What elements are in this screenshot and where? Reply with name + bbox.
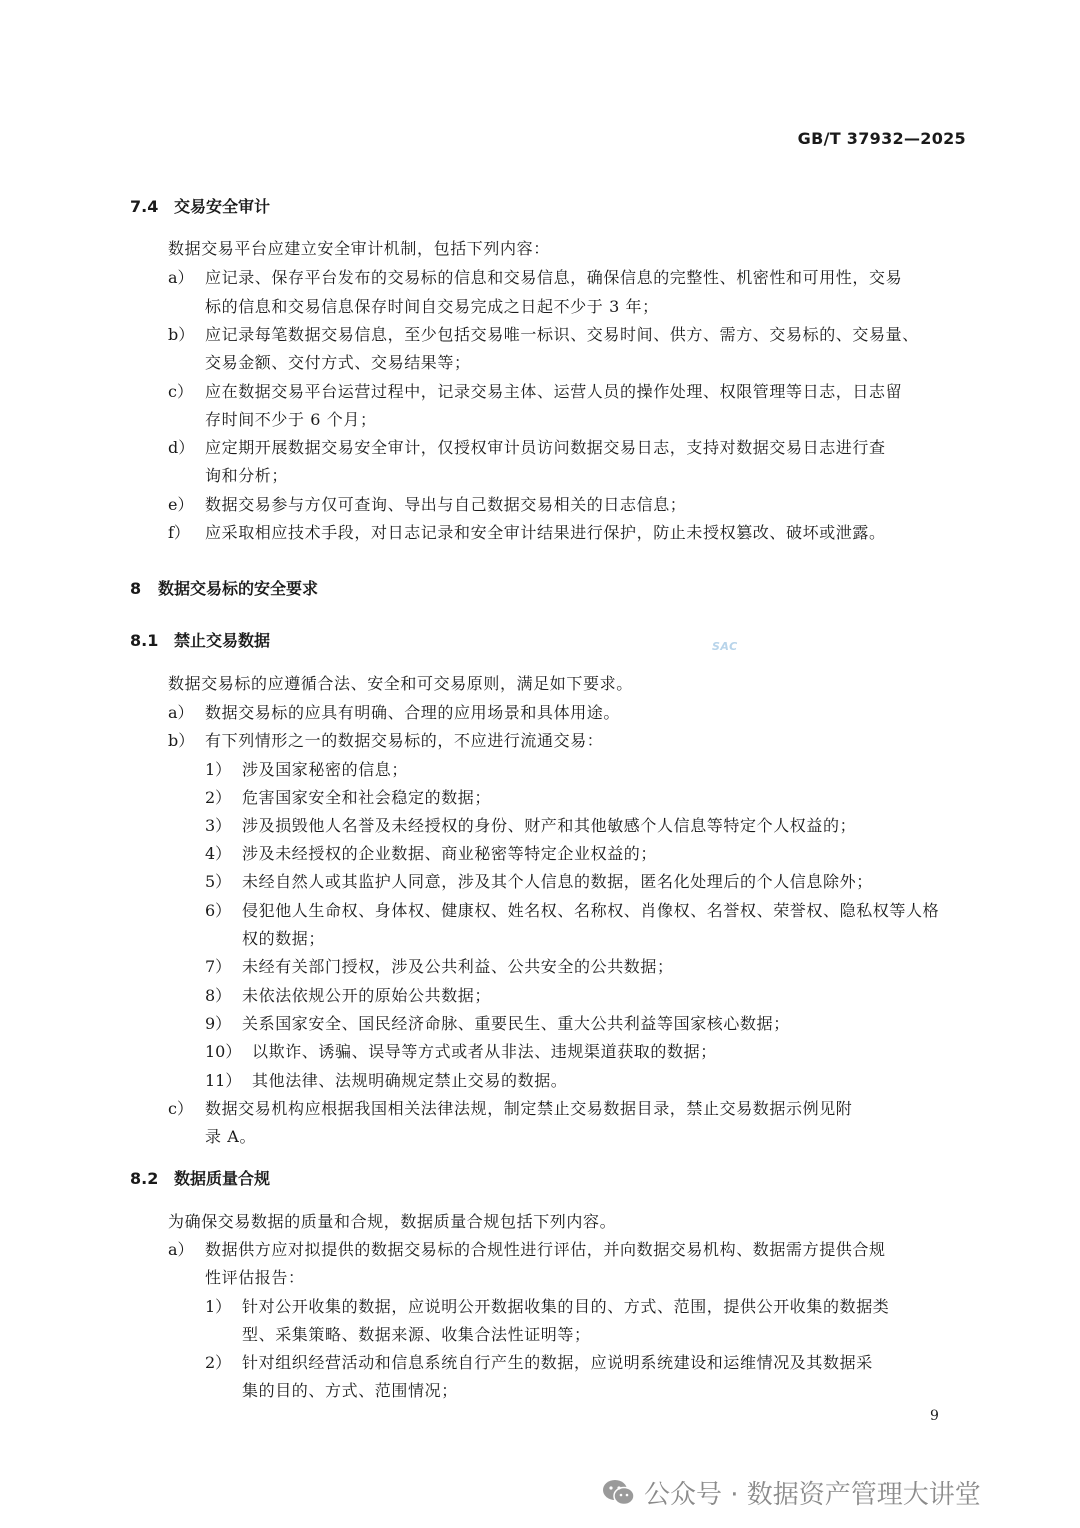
list-item-line: 数据交易标的应具有明确、合理的应用场景和具体用途。 [205, 703, 621, 722]
standard-code: GB/T 37932—2025 [797, 129, 966, 148]
list-item-line: 应定期开展数据交易安全审计，仅授权审计员访问数据交易日志，支持对数据交易日志进行查 [205, 438, 886, 457]
list-marker: a） [168, 703, 194, 722]
section-intro: 数据交易标的应遵循合法、安全和可交易原则，满足如下要求。 [168, 674, 633, 693]
list-marker: 2） [205, 1353, 232, 1372]
list-marker: 4） [205, 844, 232, 863]
page-number: 9 [930, 1408, 939, 1424]
list-marker: c） [168, 1099, 193, 1118]
section-title: 禁止交易数据 [174, 631, 271, 650]
wechat-account-name: 公众号 · 数据资产管理大讲堂 [644, 1480, 981, 1510]
section-intro: 为确保交易数据的质量和合规，数据质量合规包括下列内容。 [168, 1212, 617, 1231]
list-item-line: 存时间不少于 6 个月； [205, 410, 377, 429]
list-item-line: 有下列情形之一的数据交易标的，不应进行流通交易： [205, 731, 604, 750]
list-item-line: 关系国家安全、国民经济命脉、重要民生、重大公共利益等国家核心数据； [242, 1014, 790, 1033]
list-item-line: 数据供方应对拟提供的数据交易标的合规性进行评估，并向数据交易机构、数据需方提供合规 [205, 1240, 886, 1259]
list-item-line: 数据交易参与方仅可查询、导出与自己数据交易相关的日志信息； [205, 495, 687, 514]
section-heading-8 [130, 576, 318, 599]
list-item-line: 其他法律、法规明确规定禁止交易的数据。 [252, 1071, 568, 1090]
list-marker: a） [168, 1240, 194, 1259]
list-item-line: 权的数据； [242, 929, 326, 948]
list-item-line: 未经自然人或其监护人同意，涉及其个人信息的数据，匿名化处理后的个人信息除外； [242, 872, 873, 891]
list-marker: 7） [205, 957, 232, 976]
wechat-account-watermark [602, 1474, 981, 1511]
list-marker: 8） [205, 986, 232, 1005]
list-item-line: 侵犯他人生命权、身体权、健康权、姓名权、名称权、肖像权、名誉权、荣誉权、隐私权等人格 [242, 901, 940, 920]
section-intro: 数据交易平台应建立安全审计机制，包括下列内容： [168, 239, 550, 258]
list-marker: 3） [205, 816, 232, 835]
list-item-line: 录 A。 [205, 1127, 257, 1146]
section-number: 7.4 [130, 197, 159, 216]
list-marker: 1） [205, 1297, 232, 1316]
list-marker: 1） [205, 760, 232, 779]
list-marker: 6） [205, 901, 232, 920]
list-marker: 5） [205, 872, 232, 891]
section-heading-7-4 [130, 194, 270, 217]
list-marker: a） [168, 268, 194, 287]
list-item-line: 针对公开收集的数据，应说明公开数据收集的目的、方式、范围，提供公开收集的数据类 [242, 1297, 890, 1316]
list-item-line: 交易金额、交付方式、交易结果等； [205, 353, 471, 372]
list-item-line: 涉及未经授权的企业数据、商业秘密等特定企业权益的； [242, 844, 658, 863]
list-item-line: 针对组织经营活动和信息系统自行产生的数据，应说明系统建设和运维情况及其数据采 [242, 1353, 873, 1372]
list-item-line: 应采取相应技术手段，对日志记录和安全审计结果进行保护，防止未授权篡改、破坏或泄露。 [205, 523, 886, 542]
list-marker: d） [168, 438, 195, 457]
section-heading-8-1 [130, 628, 270, 651]
list-item-line: 危害国家安全和社会稳定的数据； [242, 788, 492, 807]
list-item-line: 以欺诈、诱骗、误导等方式或者从非法、违规渠道获取的数据； [252, 1042, 717, 1061]
list-item-line: 应在数据交易平台运营过程中，记录交易主体、运营人员的操作处理、权限管理等日志，日志留 [205, 382, 903, 401]
list-marker: c） [168, 382, 193, 401]
list-item-line: 性评估报告： [205, 1268, 305, 1287]
list-marker: b） [168, 731, 195, 750]
section-number: 8 [130, 579, 142, 598]
list-item-line: 型、采集策略、数据来源、收集合法性证明等； [242, 1325, 591, 1344]
sac-watermark: SAC [712, 640, 738, 653]
wechat-icon [602, 1478, 636, 1508]
list-marker: b） [168, 325, 195, 344]
list-marker: 11） [205, 1071, 242, 1090]
list-marker: 2） [205, 788, 232, 807]
list-item-line: 询和分析； [205, 466, 289, 485]
section-heading-8-2 [130, 1166, 270, 1189]
list-item-line: 未依法依规公开的原始公共数据； [242, 986, 492, 1005]
list-marker: e） [168, 495, 194, 514]
list-item-line: 应记录、保存平台发布的交易标的信息和交易信息，确保信息的完整性、机密性和可用性，交易 [205, 268, 903, 287]
list-item-line: 集的目的、方式、范围情况； [242, 1381, 458, 1400]
section-title: 数据质量合规 [174, 1169, 271, 1188]
list-item-line: 数据交易机构应根据我国相关法律法规，制定禁止交易数据目录，禁止交易数据示例见附 [205, 1099, 853, 1118]
list-item-line: 未经有关部门授权，涉及公共利益、公共安全的公共数据； [242, 957, 674, 976]
list-item-line: 标的信息和交易信息保存时间自交易完成之日起不少于 3 年； [205, 297, 659, 316]
section-title: 交易安全审计 [174, 197, 271, 216]
list-item-line: 应记录每笔数据交易信息，至少包括交易唯一标识、交易时间、供方、需方、交易标的、交易量、 [205, 325, 919, 344]
list-marker: 10） [205, 1042, 242, 1061]
list-item-line: 涉及国家秘密的信息； [242, 760, 409, 779]
list-marker: f） [168, 523, 190, 542]
section-number: 8.1 [130, 631, 159, 650]
list-marker: 9） [205, 1014, 232, 1033]
section-number: 8.2 [130, 1169, 159, 1188]
list-item-line: 涉及损毁他人名誉及未经授权的身份、财产和其他敏感个人信息等特定个人权益的； [242, 816, 857, 835]
section-title: 数据交易标的安全要求 [158, 579, 319, 598]
